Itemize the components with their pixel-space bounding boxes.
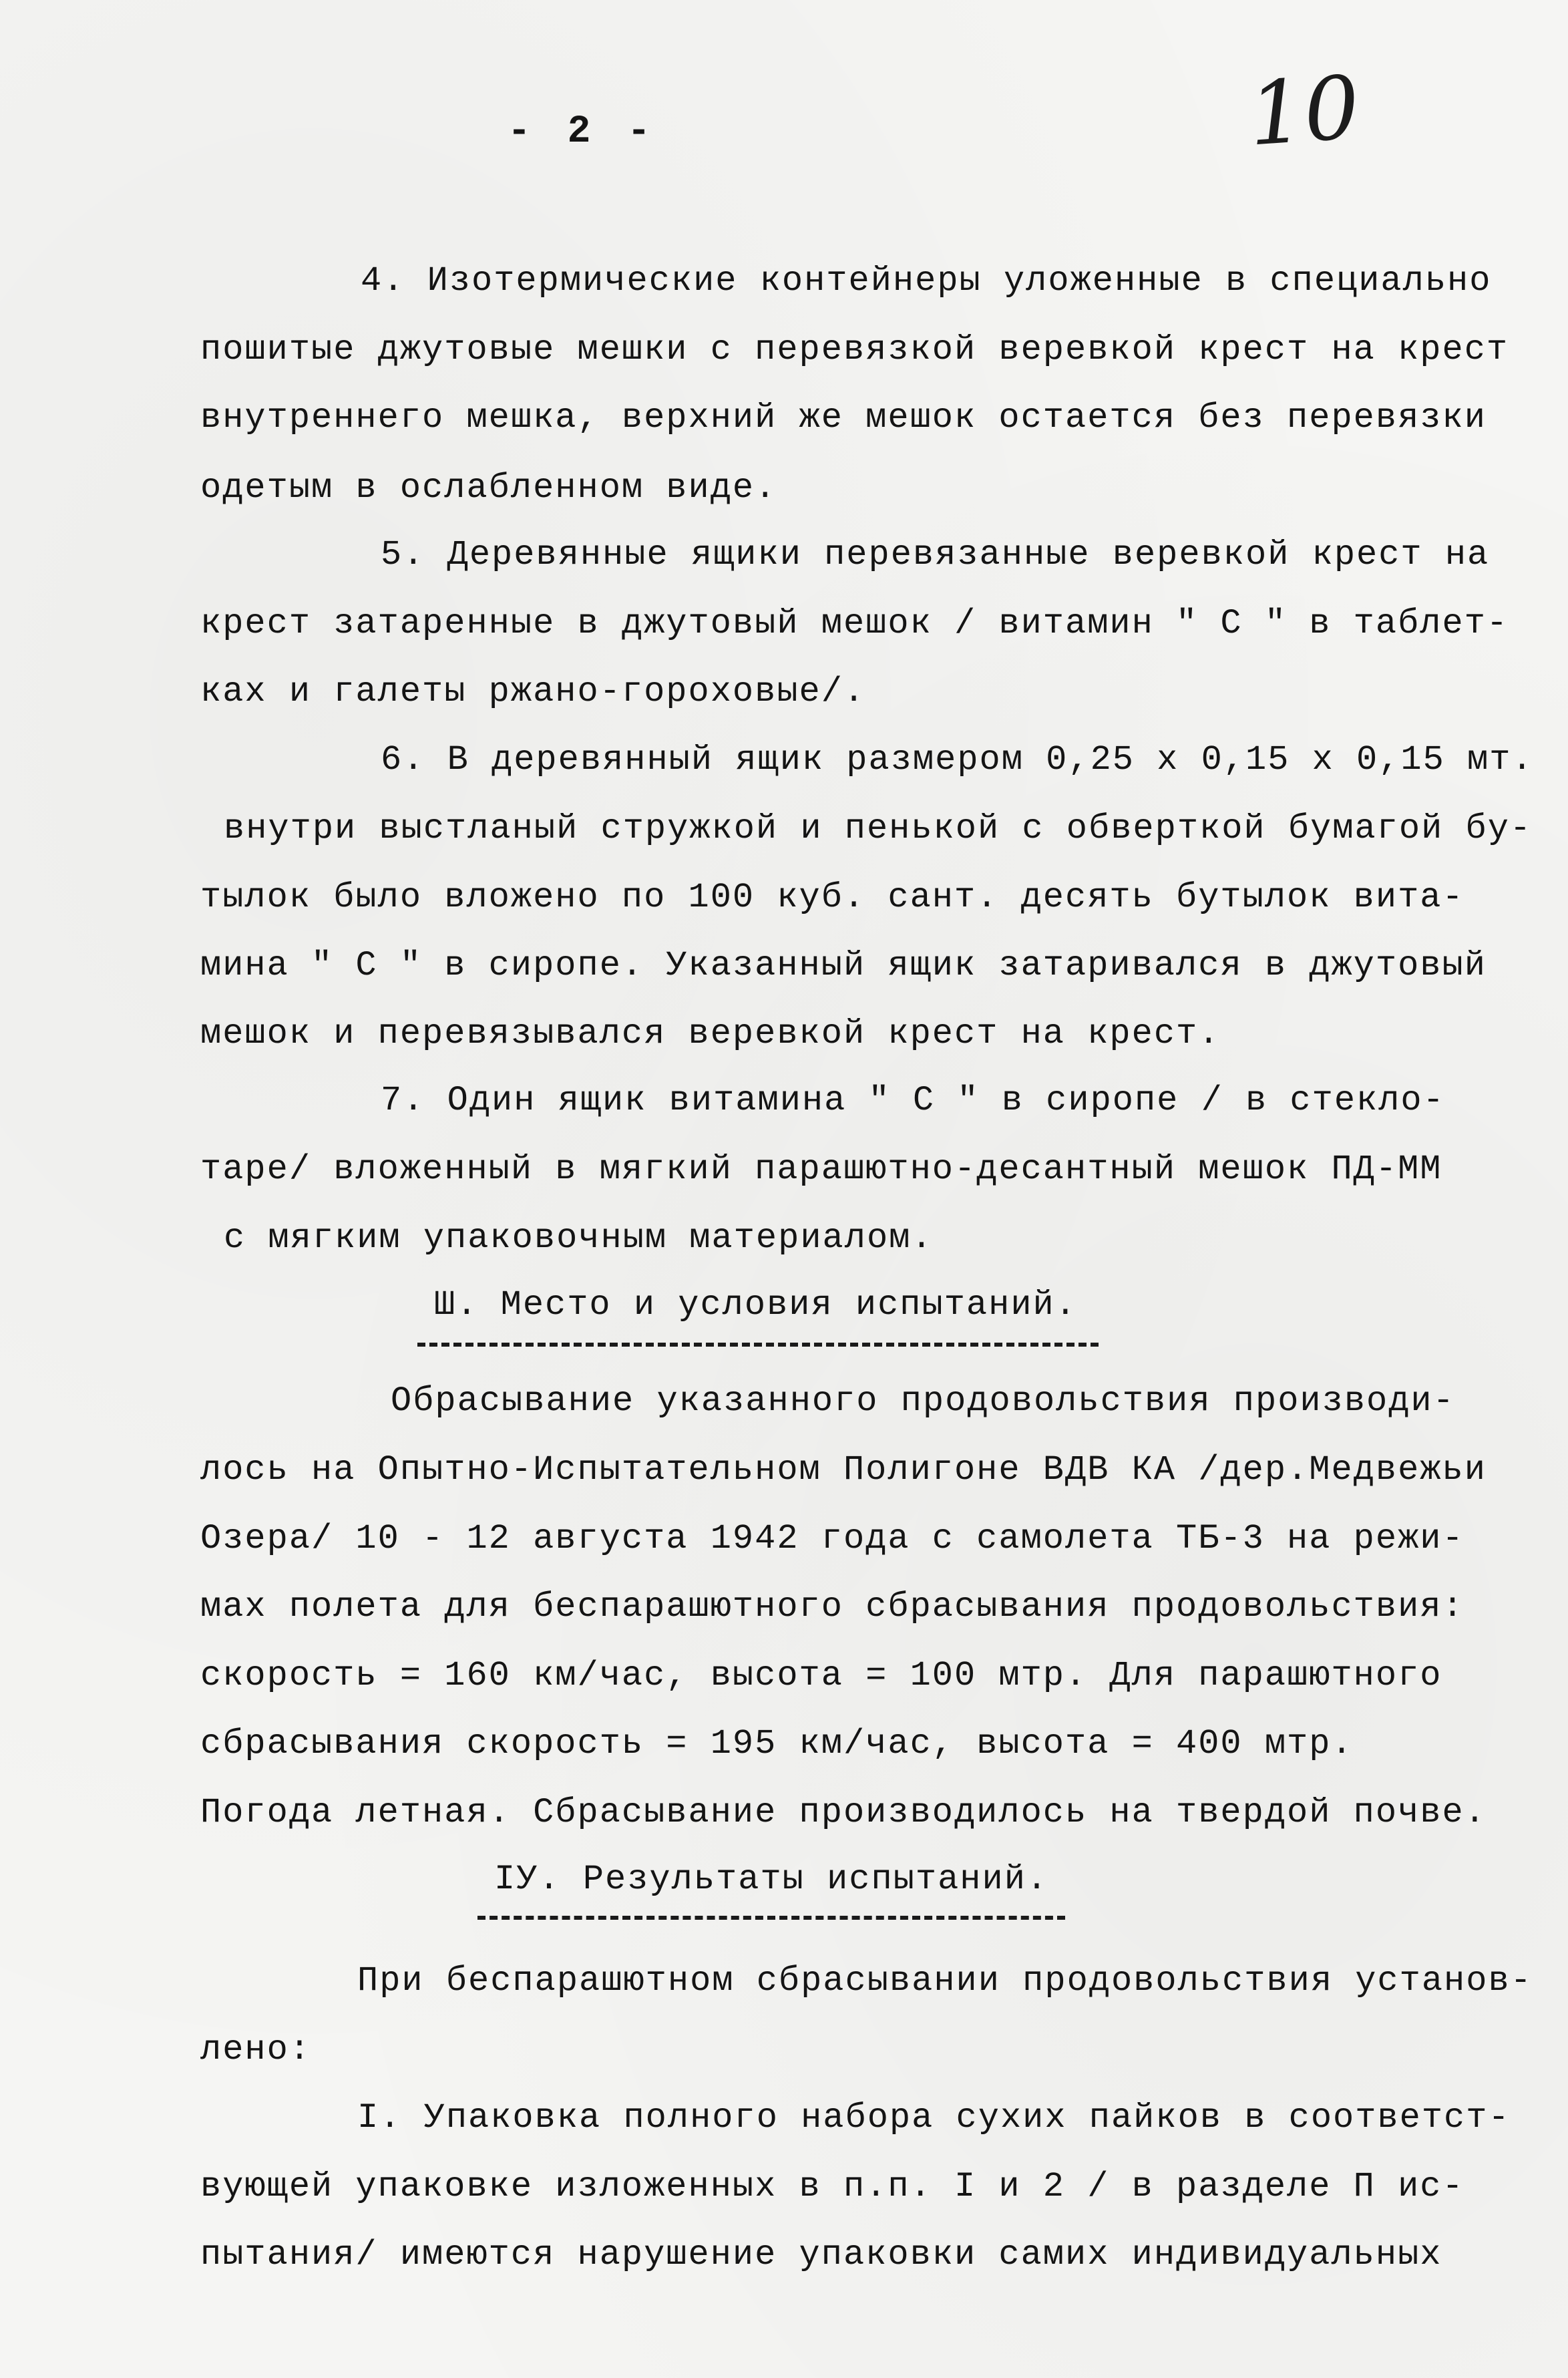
text-line: таре/ вложенный в мягкий парашютно-десантный мешок ПД-ММ: [200, 1150, 1442, 1189]
text-line: Обрасывание указанного продовольствия производи-: [391, 1381, 1455, 1421]
section-heading-test-results: IУ. Результаты испытаний.: [494, 1860, 1049, 1899]
text-line: крест затаренные в джутовый мешок / витамин " С " в таблет-: [200, 604, 1509, 643]
text-line: внутреннего мешка, верхний же мешок остается без перевязки: [200, 398, 1487, 438]
text-line: 7. Один ящик витамина " С " в сиропе / в стекло-: [381, 1081, 1445, 1120]
text-line: Погода летная. Сбрасывание производилось на твердой почве.: [200, 1793, 1487, 1832]
text-line: тылок было вложено по 100 куб. сант. десять бутылок вита-: [200, 878, 1464, 917]
text-line: мах полета для беспарашютного сбрасывания продовольствия:: [200, 1587, 1464, 1627]
text-line: I. Упаковка полного набора сухих пайков в соответст-: [357, 2098, 1511, 2138]
text-line: лено:: [200, 2030, 312, 2069]
text-line: скорость = 160 км/час, высота = 100 мтр. Для парашютного: [200, 1656, 1442, 1695]
text-line: с мягким упаковочным материалом.: [224, 1218, 934, 1258]
text-line: мешок и перевязывался веревкой крест на крест.: [200, 1014, 1221, 1053]
text-line: сбрасывания скорость = 195 км/час, высота = 400 мтр.: [200, 1724, 1354, 1763]
text-line: 5. Деревянные ящики перевязанные веревкой крест на: [381, 535, 1490, 574]
heading-underline: [477, 1916, 1065, 1920]
text-line: внутри выстланый стружкой и пенькой с обверткой бумагой бу-: [224, 809, 1533, 848]
text-line: пошитые джутовые мешки с перевязкой веревкой крест на крест: [200, 330, 1509, 369]
text-line: ках и галеты ржано-гороховые/.: [200, 672, 866, 711]
text-line: одетым в ослабленном виде.: [200, 468, 777, 508]
text-line: 6. В деревянный ящик размером 0,25 х 0,15 х 0,15 мт.: [381, 740, 1534, 780]
text-line: мина " С " в сиропе. Указанный ящик затаривался в джутовый: [200, 946, 1487, 985]
heading-underline: [417, 1343, 1099, 1347]
text-line: 4. Изотермические контейнеры уложенные в специально: [361, 261, 1492, 301]
text-line: Озера/ 10 - 12 августа 1942 года с самолета ТБ-3 на режи-: [200, 1519, 1464, 1558]
text-line: лось на Опытно-Испытательном Полигоне ВДВ КА /дер.Медвежьи: [200, 1450, 1487, 1490]
text-line: При беспарашютном сбрасывании продовольствия установ-: [357, 1961, 1533, 2001]
section-heading-place-conditions: Ш. Место и условия испытаний.: [434, 1285, 1077, 1325]
text-line: вующей упаковке изложенных в п.п. I и 2 / в разделе П ис-: [200, 2167, 1464, 2206]
archive-number: 10: [1245, 56, 1363, 166]
page-number: - 2 -: [508, 110, 658, 154]
text-line: пытания/ имеются нарушение упаковки самих индивидуальных: [200, 2235, 1442, 2274]
